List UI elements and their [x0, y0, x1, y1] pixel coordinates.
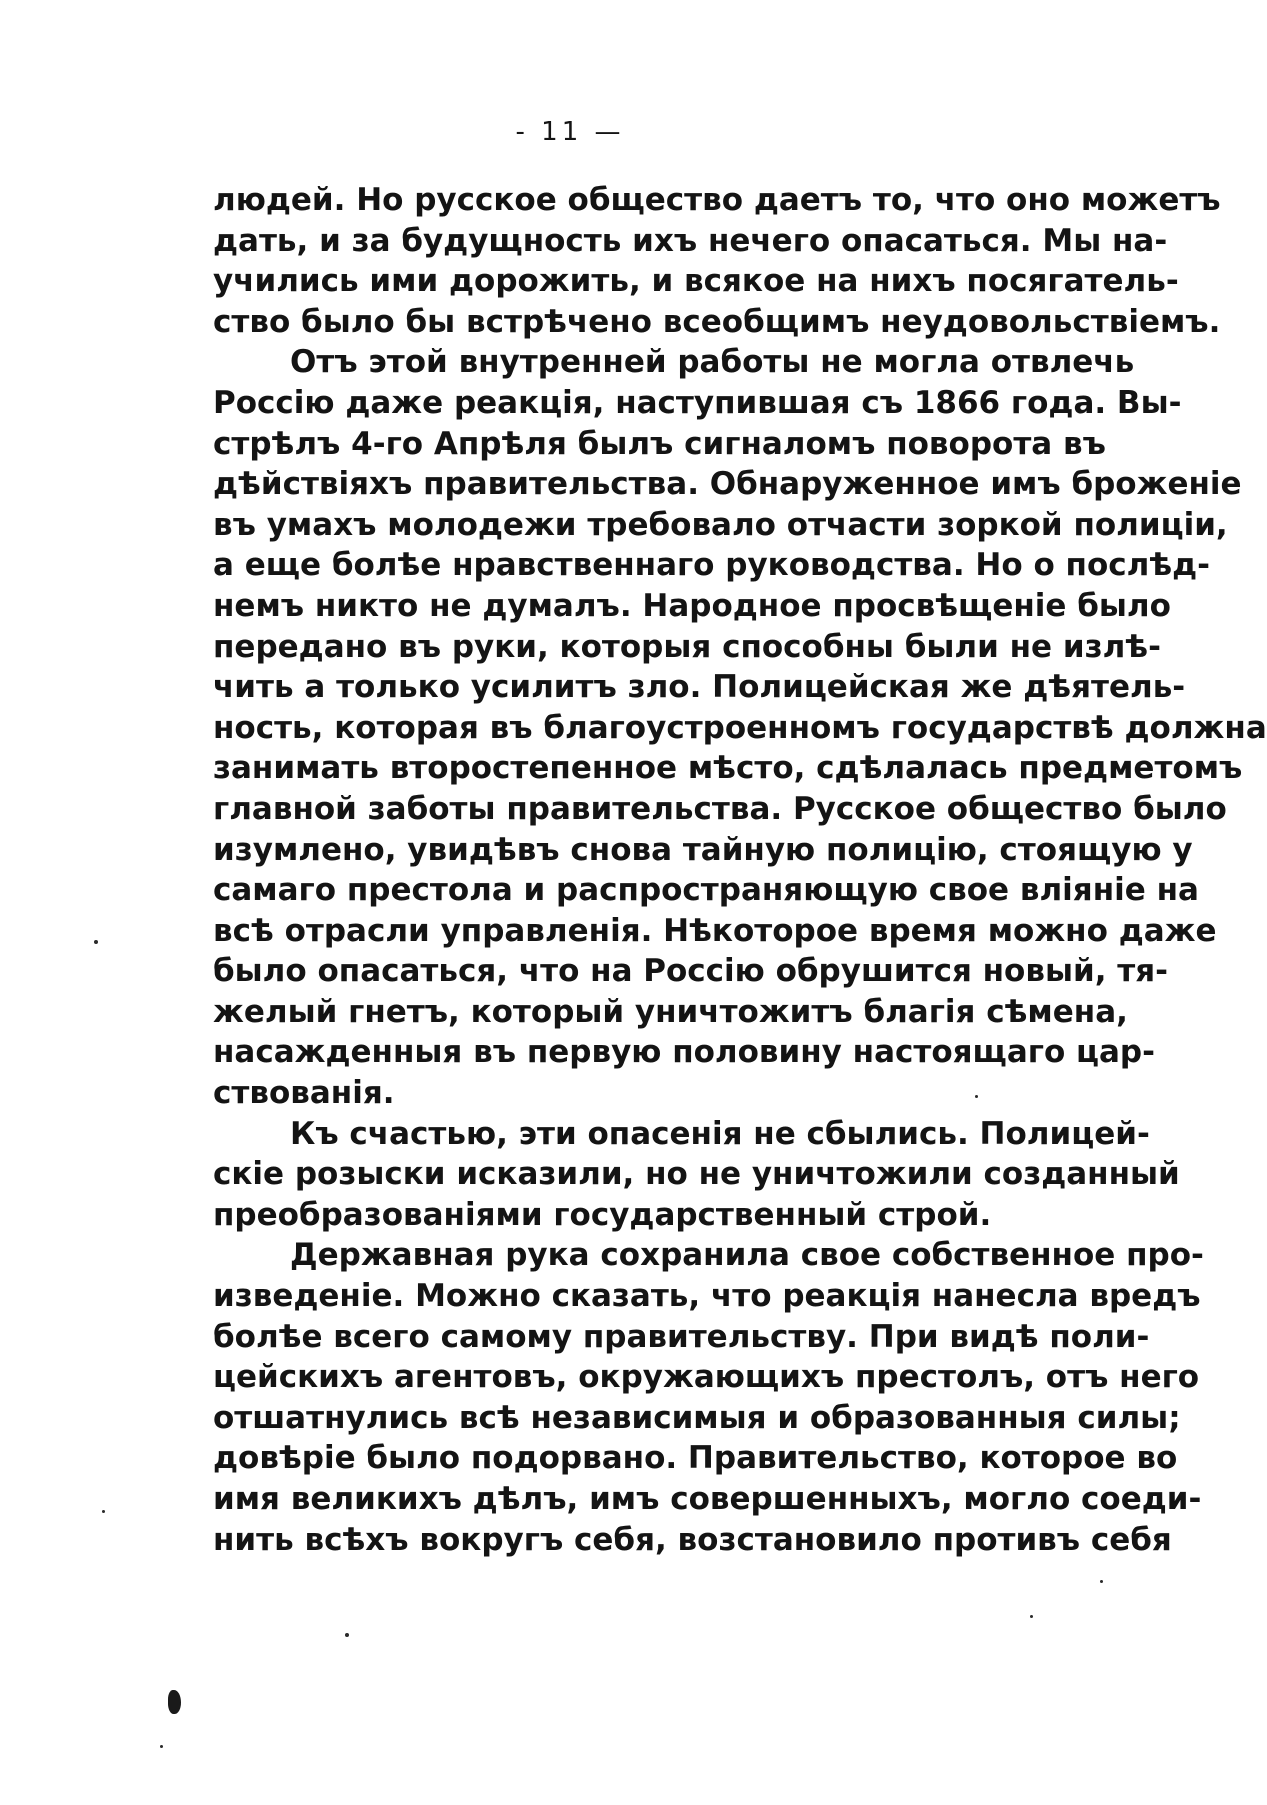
scan-speck [94, 940, 98, 944]
text-line: изведеніе. Можно сказать, что реакція нанесла вредъ [213, 1278, 1201, 1315]
text-line: цейскихъ агентовъ, окружающихъ престолъ, отъ него [213, 1359, 1200, 1396]
text-line: всѣ отрасли управленія. Нѣкоторое время можно даже [213, 912, 1217, 949]
scan-speck [345, 1633, 349, 1637]
body-text [213, 180, 1267, 1560]
text-line: имя великихъ дѣлъ, имъ совершенныхъ, могло соеди- [213, 1481, 1202, 1517]
text-line: насажденныя въ первую половину настоящаго цар- [213, 1034, 1155, 1071]
text-line: людей. Но русское общество даетъ то, что оно можетъ [213, 182, 1221, 218]
text-line: занимать второстепенное мѣсто, сдѣлалась предметомъ [213, 750, 1243, 787]
text-line: стрѣлъ 4-го Апрѣля былъ сигналомъ поворота въ [213, 425, 1106, 462]
text-line: изумлено, увидѣвъ снова тайную полицію, стоящую у [213, 831, 1193, 868]
text-line: преобразованіями государственный строй. [213, 1196, 992, 1233]
text-line: скіе розыски исказили, но не уничтожили созданный [213, 1156, 1180, 1193]
text-line: ствованія. [213, 1075, 395, 1112]
scan-speck [975, 1095, 978, 1098]
text-line: Отъ этой внутренней работы не могла отвлечь [290, 344, 1135, 381]
text-line: дѣйствіяхъ правительства. Обнаруженное имъ броженіе [213, 466, 1242, 503]
text-line: учились ими дорожить, и всякое на нихъ посягатель- [213, 263, 1179, 300]
scan-speck [102, 1510, 105, 1513]
scan-speck [160, 1745, 163, 1748]
text-line: было опасаться, что на Россію обрушится новый, тя- [213, 953, 1169, 990]
text-line: болѣе всего самому правительству. При видѣ поли- [213, 1318, 1150, 1355]
text-line: немъ никто не думалъ. Народное просвѣщеніе было [213, 587, 1171, 624]
text-line: главной заботы правительства. Русское общество было [213, 790, 1227, 827]
paragraph [213, 342, 1267, 1113]
paragraph [213, 1114, 1180, 1236]
text-line: желый гнетъ, который уничтожитъ благія сѣмена, [213, 993, 1128, 1030]
scan-speck [1100, 1580, 1103, 1583]
text-line: довѣріе было подорвано. Правительство, которое во [213, 1440, 1178, 1477]
text-line: ство было бы встрѣчено всеобщимъ неудовольствіемъ. [213, 303, 1221, 340]
text-line: а еще болѣе нравственнаго руководства. Но о послѣд- [213, 547, 1211, 584]
text-line: Россію даже реакція, наступившая съ 1866 года. Вы- [213, 384, 1182, 421]
text-line: чить а только усилитъ зло. Полицейская же дѣятель- [213, 669, 1186, 706]
paragraph [213, 1235, 1204, 1560]
text-line: передано въ руки, которыя способны были не излѣ- [213, 628, 1161, 665]
text-line: нить всѣхъ вокругъ себя, возстановило противъ себя [213, 1521, 1172, 1558]
paragraph [213, 180, 1221, 342]
text-line: Къ счастью, эти опасенія не сбылись. Полицей- [290, 1115, 1150, 1152]
text-line: самаго престола и распространяющую свое вліяніе на [213, 872, 1199, 909]
ink-blot [168, 1690, 181, 1714]
text-line: дать, и за будущность ихъ нечего опасаться. Мы на- [213, 222, 1168, 259]
scan-speck [1030, 1615, 1033, 1618]
text-line: Державная рука сохранила свое собственное про- [290, 1237, 1204, 1274]
text-line: ность, которая въ благоустроенномъ государствѣ должна [213, 709, 1267, 746]
page-number: - 11 — [515, 117, 625, 147]
text-line: въ умахъ молодежи требовало отчасти зоркой полиціи, [213, 506, 1228, 543]
text-line: отшатнулись всѣ независимыя и образованныя силы; [213, 1399, 1181, 1436]
